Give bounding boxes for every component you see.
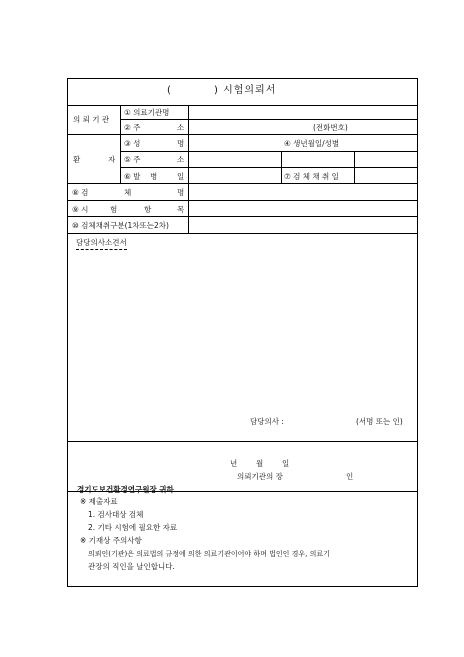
test-request-form [67, 78, 418, 587]
cautions-heading: ※ 기재상 주의사항 [80, 536, 142, 545]
rule-row5 [68, 183, 417, 184]
caution-line-1: 의뢰인(기관)은 의료법의 규정에 의한 의료기관이어야 하며 법인인 경우, 의료기 [88, 550, 330, 558]
onset-date-label: ⑥ 발 [124, 172, 141, 181]
vline-mid-left [281, 151, 282, 183]
seal-label: 인 [346, 472, 354, 481]
patient-address-label: ⑤ 주 [124, 155, 141, 164]
date-year: 년 [230, 459, 238, 468]
specimen-label: ⑧ 검 [72, 188, 89, 197]
patient-section-label-1: 환 [73, 155, 81, 164]
onset-date-label-2: 병 [150, 172, 158, 181]
rule-row4 [120, 167, 417, 168]
patient-address-label-2: 소 [177, 155, 185, 164]
sampling-type-label: ⑩ 검체채취구분(1차또는2차) [72, 221, 169, 230]
signature-label: (서명 또는 인) [356, 417, 403, 426]
rule-row6 [68, 200, 417, 201]
test-items-label-4: 목 [177, 205, 185, 214]
patient-name-label: ③ 성 [124, 139, 141, 148]
phone-label: (전화번호) [313, 123, 348, 132]
rule-row7 [68, 216, 417, 217]
vline-mid-right [354, 151, 355, 183]
patient-section-label-2: 자 [108, 155, 116, 164]
test-items-label-2: 험 [110, 205, 118, 214]
title-left-paren: ( [167, 85, 172, 96]
institution-name-label: ① 의료기관명 [124, 108, 170, 117]
requester-address-label-2: 소 [177, 123, 185, 132]
form-title: ) 시험의뢰서 [214, 85, 277, 96]
vline-section [120, 105, 121, 183]
submission-item-2: 2. 기타 시험에 필요한 자료 [88, 523, 178, 532]
requester-section-label: 의 뢰 기 관 [73, 115, 110, 124]
patient-name-label-2: 명 [177, 139, 185, 148]
vline-label [188, 105, 189, 233]
submission-heading: ※ 제출자료 [80, 497, 118, 506]
sampling-date-label: ⑦ 검 체 채 취 일 [284, 172, 339, 181]
date-month: 월 [256, 459, 264, 468]
specimen-label-3: 명 [177, 188, 185, 197]
onset-date-label-3: 일 [177, 172, 185, 181]
requester-address-label: ② 주 [124, 123, 141, 132]
birth-sex-label: ④ 생년월일/성별 [284, 139, 340, 148]
doctor-label: 담당의사 : [250, 417, 284, 426]
rule-row1 [120, 119, 417, 120]
addressee: 경기도보건환경연구원장 귀하 [77, 485, 174, 494]
institution-head-label: 의뢰기관의 장 [237, 472, 283, 481]
test-items-label-3: 항 [144, 205, 152, 214]
rule-row3 [120, 151, 417, 152]
caution-line-2: 관장의 직인을 날인합니다. [88, 562, 175, 571]
rule-opinion-bottom [68, 441, 417, 442]
test-items-label: ⑨ 시 [72, 205, 89, 214]
rule-row8 [68, 233, 417, 234]
specimen-label-2: 체 [124, 188, 132, 197]
doctor-opinion-heading: 담당의사소견서 [76, 238, 127, 250]
submission-item-1: 1. 검사대상 검체 [88, 510, 144, 519]
date-day: 일 [282, 459, 290, 468]
